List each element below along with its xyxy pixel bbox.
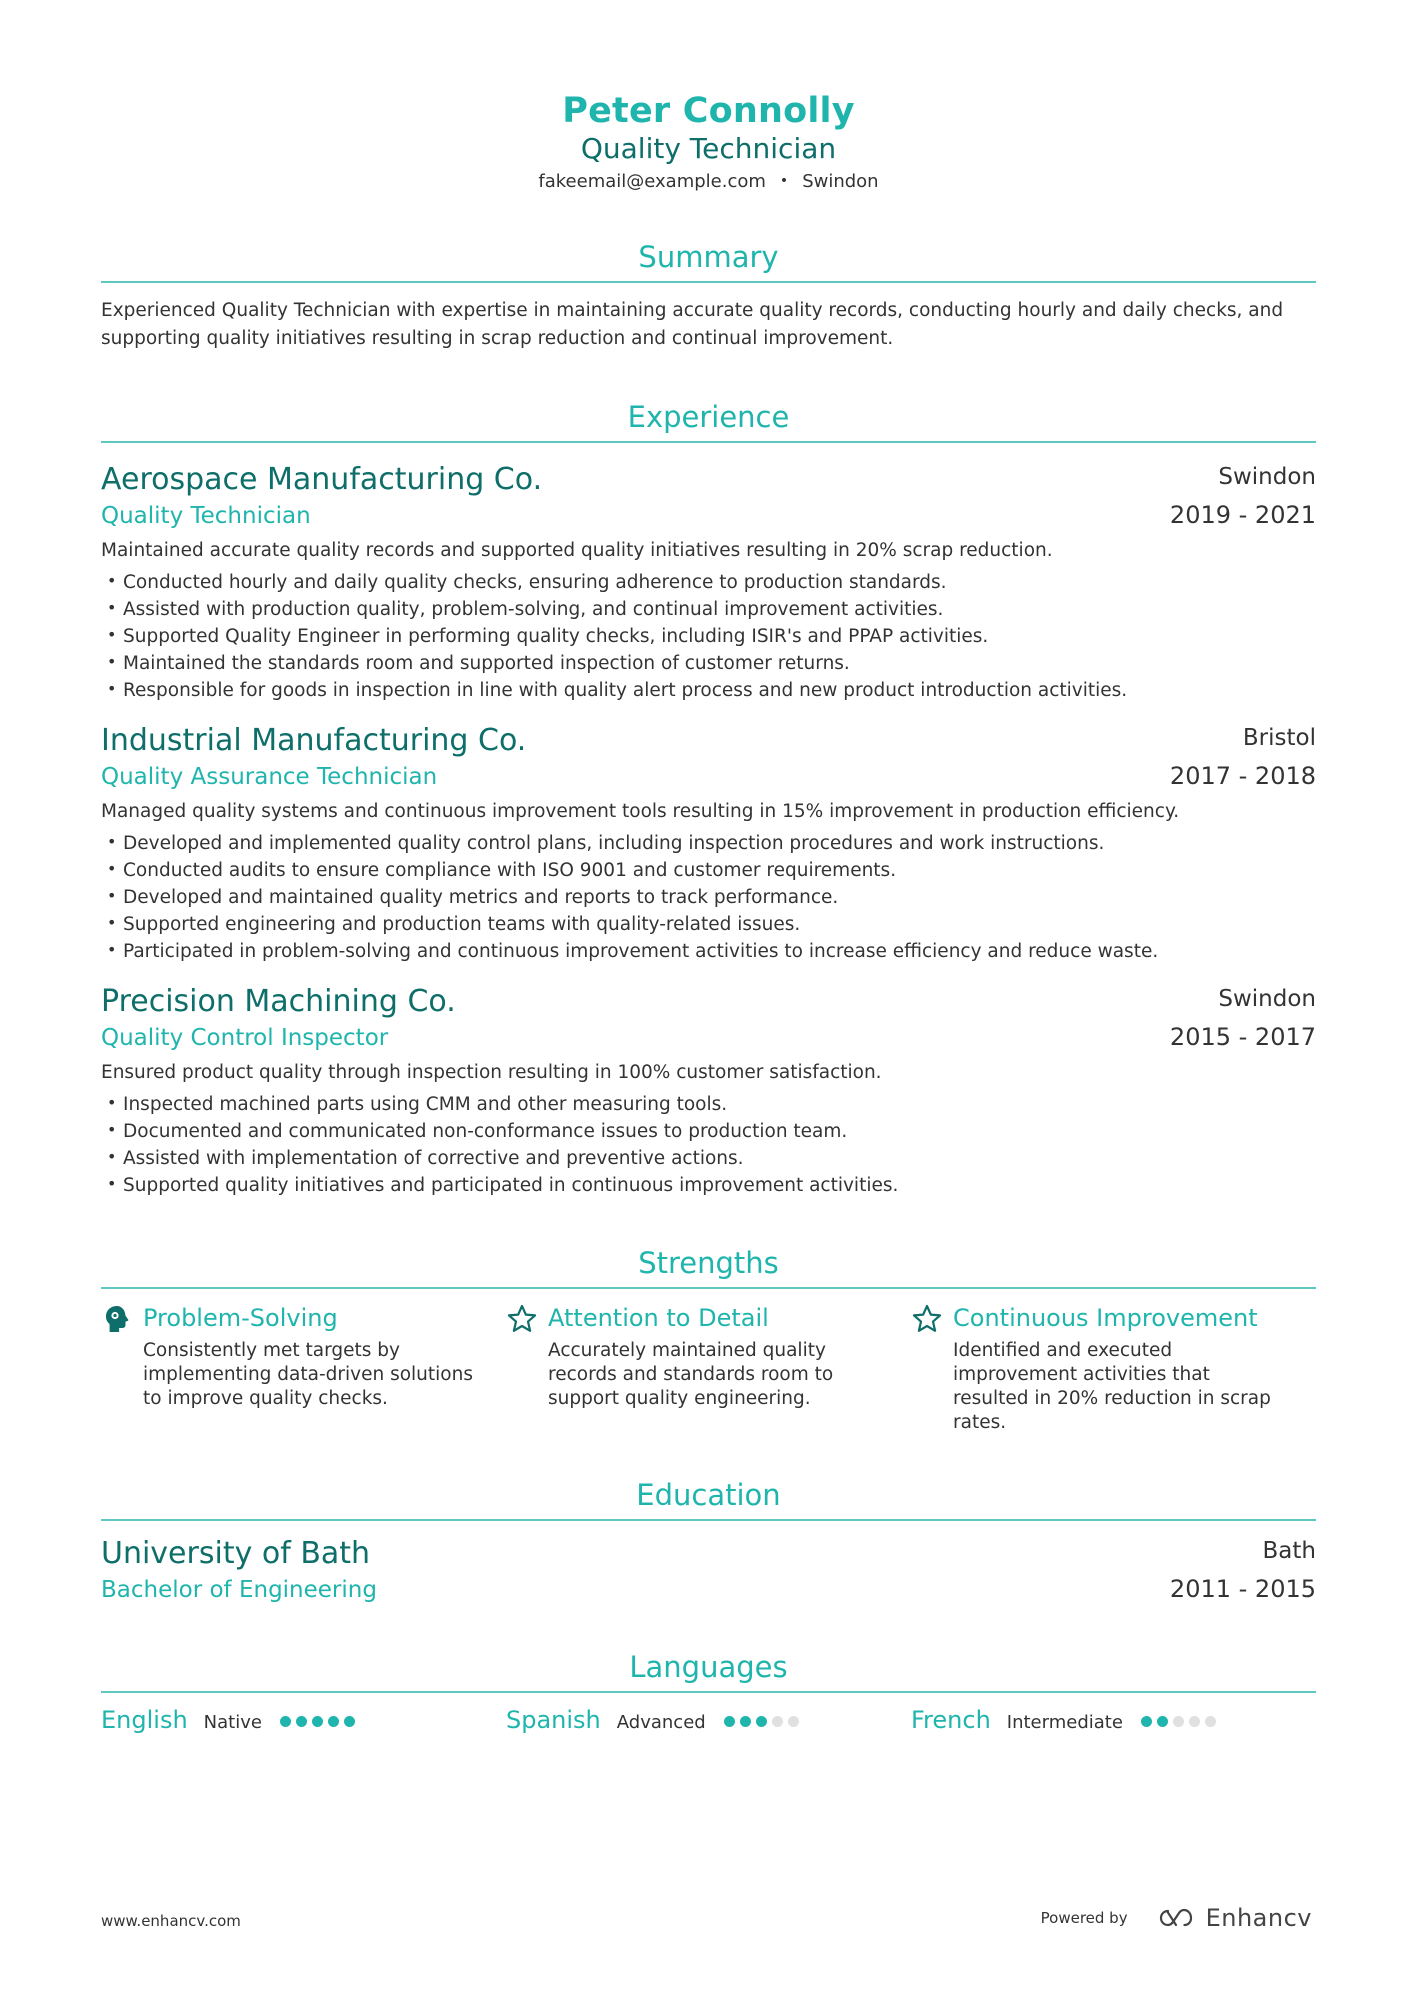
rating-dot-filled (756, 1716, 767, 1727)
job-description: Ensured product quality through inspection resulting in 100% customer satisfaction. (101, 1062, 882, 1083)
job-role: Quality Control Inspector (101, 1025, 389, 1051)
contact-line (101, 170, 1316, 195)
rating-dot-filled (344, 1716, 355, 1727)
strength-description: Accurately maintained quality records and standards room to support quality engineering. (548, 1340, 834, 1409)
email-link[interactable]: fakeemail@example.com (538, 171, 766, 192)
education-heading: Education (101, 1475, 1316, 1521)
rating-dot-filled (328, 1716, 339, 1727)
contact-location: Swindon (802, 171, 879, 192)
education-degree: Bachelor of Engineering (101, 1577, 377, 1603)
job-bullet: • Conducted hourly and daily quality checks, ensuring adherence to production standards. (101, 569, 1316, 596)
strengths-list (101, 1301, 1316, 1435)
language-level: Advanced (616, 1712, 706, 1733)
language-item (101, 1703, 506, 1737)
job-company: Precision Machining Co. (101, 984, 456, 1019)
strength-name: Continuous Improvement (953, 1304, 1258, 1332)
experience-heading: Experience (101, 397, 1316, 443)
language-name: English (101, 1706, 188, 1734)
contact-separator: • (779, 173, 789, 189)
resume-header (101, 0, 1316, 195)
job-bullet: • Participated in problem-solving and continuous improvement activities to increase efficiency and reduce waste. (101, 938, 1316, 965)
job-description: Managed quality systems and continuous improvement tools resulting in 15% improvement in production efficiency. (101, 801, 1180, 822)
resume-page (101, 0, 1316, 1737)
strength-item (911, 1301, 1316, 1435)
job-bullet: • Conducted audits to ensure compliance with ISO 9001 and customer requirements. (101, 857, 1316, 884)
job-bullet: • Assisted with production quality, problem-solving, and continual improvement activities. (101, 596, 1316, 623)
job-location: Swindon (1218, 464, 1316, 490)
job-bullet: • Developed and maintained quality metrics and reports to track performance. (101, 884, 1316, 911)
strength-description: Identified and executed improvement activities that resulted in 20% reduction in scrap rates. (953, 1340, 1271, 1433)
job-location: Swindon (1218, 986, 1316, 1012)
language-item (911, 1703, 1316, 1737)
language-level: Intermediate (1006, 1712, 1123, 1733)
language-rating (1141, 1716, 1216, 1727)
powered-by-label: Powered by (1040, 1909, 1128, 1927)
job-company: Aerospace Manufacturing Co. (101, 462, 543, 497)
job-entry (101, 461, 1316, 704)
rating-dot-filled (312, 1716, 323, 1727)
job-bullets (101, 1091, 1316, 1199)
languages-list (101, 1703, 1316, 1737)
strength-description: Consistently met targets by implementing data-driven solutions to improve quality checks. (143, 1340, 473, 1409)
job-dates: 2019 - 2021 (1169, 501, 1316, 529)
language-item (506, 1703, 911, 1737)
job-role: Quality Technician (101, 503, 311, 529)
footer-branding (1041, 1904, 1312, 1932)
job-bullet: • Maintained the standards room and supported inspection of customer returns. (101, 650, 1316, 677)
job-bullet: • Supported quality initiatives and participated in continuous improvement activities. (101, 1172, 1316, 1199)
job-bullets (101, 830, 1316, 965)
rating-dot-filled (296, 1716, 307, 1727)
job-company: Industrial Manufacturing Co. (101, 723, 527, 758)
languages-heading: Languages (101, 1647, 1316, 1693)
job-dates: 2015 - 2017 (1169, 1023, 1316, 1051)
candidate-name: Peter Connolly (562, 91, 855, 131)
job-entry (101, 983, 1316, 1199)
candidate-title: Quality Technician (580, 132, 837, 165)
job-entry (101, 722, 1316, 965)
job-bullet: • Supported engineering and production teams with quality-related issues. (101, 911, 1316, 938)
strengths-heading: Strengths (101, 1243, 1316, 1289)
education-location: Bath (1262, 1538, 1316, 1564)
job-bullet: • Supported Quality Engineer in performing quality checks, including ISIR's and PPAP activities. (101, 623, 1316, 650)
language-name: Spanish (506, 1706, 601, 1734)
job-bullets (101, 569, 1316, 704)
language-rating (280, 1716, 355, 1727)
rating-dot-filled (1141, 1716, 1152, 1727)
strength-item (506, 1301, 911, 1435)
rating-dot-empty (1173, 1716, 1184, 1727)
summary-text: Experienced Quality Technician with expertise in maintaining accurate quality records, conducting hourly and daily checks, and supporting quality initiatives resulting in scrap reduction and continual improvement. (101, 300, 1284, 349)
star-icon (911, 1303, 943, 1335)
education-dates: 2011 - 2015 (1169, 1575, 1316, 1603)
job-bullet: • Documented and communicated non-conformance issues to production team. (101, 1118, 1316, 1145)
rating-dot-filled (280, 1716, 291, 1727)
rating-dot-empty (788, 1716, 799, 1727)
language-name: French (911, 1706, 991, 1734)
rating-dot-empty (1205, 1716, 1216, 1727)
job-bullet: • Inspected machined parts using CMM and other measuring tools. (101, 1091, 1316, 1118)
brand-name[interactable]: Enhancv (1205, 1904, 1312, 1932)
strength-name: Problem-Solving (143, 1304, 338, 1332)
rating-dot-filled (724, 1716, 735, 1727)
rating-dot-filled (740, 1716, 751, 1727)
job-role: Quality Assurance Technician (101, 764, 438, 790)
strength-item (101, 1301, 506, 1435)
language-level: Native (203, 1712, 262, 1733)
rating-dot-empty (772, 1716, 783, 1727)
rating-dot-empty (1189, 1716, 1200, 1727)
language-rating (724, 1716, 799, 1727)
job-bullet: • Responsible for goods in inspection in line with quality alert process and new product introduction activities. (101, 677, 1316, 704)
enhancv-logo-icon (1154, 1907, 1198, 1929)
brain-head-icon (101, 1303, 133, 1335)
strength-name: Attention to Detail (548, 1304, 769, 1332)
job-bullet: • Developed and implemented quality control plans, including inspection procedures and work instructions. (101, 830, 1316, 857)
footer-website[interactable]: www.enhancv.com (101, 1912, 241, 1930)
summary-heading: Summary (101, 237, 1316, 283)
job-description: Maintained accurate quality records and supported quality initiatives resulting in 20% scrap reduction. (101, 540, 1053, 561)
job-location: Bristol (1242, 725, 1316, 751)
job-bullet: • Assisted with implementation of corrective and preventive actions. (101, 1145, 1316, 1172)
education-school: University of Bath (101, 1536, 371, 1571)
education-entry (101, 1535, 1316, 1605)
rating-dot-filled (1157, 1716, 1168, 1727)
job-dates: 2017 - 2018 (1169, 762, 1316, 790)
star-icon (506, 1303, 538, 1335)
